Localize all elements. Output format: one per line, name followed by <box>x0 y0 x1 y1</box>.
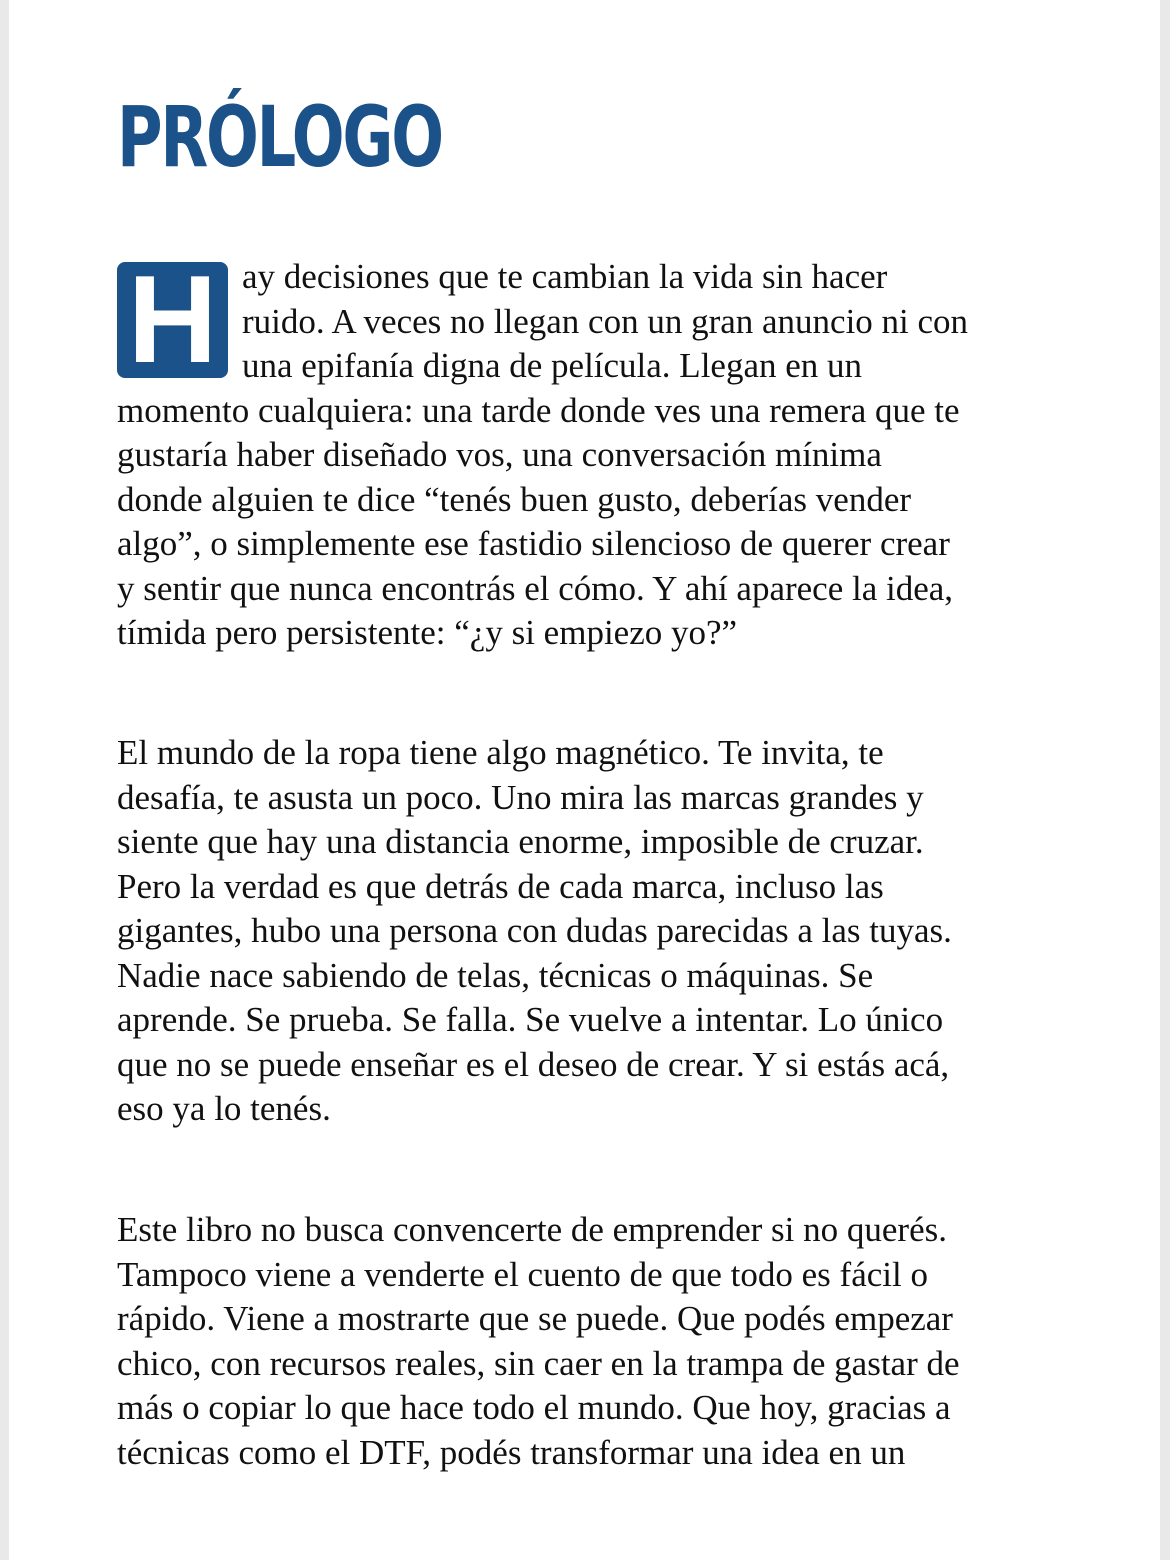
paragraph-line: Tampoco viene a venderte el cuento de que todo es fácil o <box>117 1254 928 1294</box>
paragraph-line: El mundo de la ropa tiene algo magnético. Te invita, te <box>117 733 884 772</box>
paragraph-line: momento cualquiera: una tarde donde ves una remera que te <box>117 390 960 430</box>
paragraph-line: gustaría haber diseñado vos, una conversación mínima <box>117 435 882 474</box>
paragraph-line: Este libro no busca convencerte de emprender si no querés. <box>117 1210 947 1249</box>
paragraph-line: Nadie nace sabiendo de telas, técnicas o máquinas. Se <box>117 955 874 995</box>
paragraph-line: una epifanía digna de película. Llegan en un <box>242 346 863 385</box>
paragraph-line: técnicas como el DTF, podés transformar una idea en un <box>117 1432 906 1472</box>
paragraph-line: tímida pero persistente: “¿y si empiezo yo?” <box>117 613 738 652</box>
paragraph-line: ay decisiones que te cambian la vida sin hacer <box>242 257 888 296</box>
paragraph-line: ruido. A veces no llegan con un gran anuncio ni con <box>242 301 969 341</box>
page-title: PRÓLOGO <box>117 88 442 186</box>
paragraph-line: donde alguien te dice “tenés buen gusto, deberías vender <box>117 479 912 519</box>
paragraph-line: chico, con recursos reales, sin caer en la trampa de gastar de <box>117 1343 960 1383</box>
paragraph-line: Pero la verdad es que detrás de cada marca, incluso las <box>117 866 884 906</box>
paragraph-line: más o copiar lo que hace todo el mundo. Que hoy, gracias a <box>117 1388 951 1427</box>
paragraph-line: y sentir que nunca encontrás el cómo. Y ahí aparece la idea, <box>117 568 954 608</box>
paragraph-line: siente que hay una distancia enorme, imposible de cruzar. <box>117 822 924 861</box>
drop-cap: H <box>117 262 228 378</box>
paragraph-line: rápido. Viene a mostrarte que se puede. Que podés empezar <box>117 1299 953 1338</box>
paragraph-line: que no se puede enseñar es el deseo de crear. Y si estás acá, <box>117 1044 950 1084</box>
paragraph-line: algo”, o simplemente ese fastidio silencioso de querer crear <box>117 524 950 563</box>
paragraph-2 <box>117 731 1077 1132</box>
paragraph-line: eso ya lo tenés. <box>117 1089 331 1128</box>
paragraph-line: aprende. Se prueba. Se falla. Se vuelve a intentar. Lo único <box>117 1000 944 1039</box>
paragraph-line: desafía, te asusta un poco. Uno mira las marcas grandes y <box>117 777 924 817</box>
document-page <box>9 0 1160 1560</box>
paragraph-1 <box>117 255 1077 656</box>
paragraph-line: gigantes, hubo una persona con dudas parecidas a las tuyas. <box>117 911 952 950</box>
paragraph-3 <box>117 1208 1077 1475</box>
